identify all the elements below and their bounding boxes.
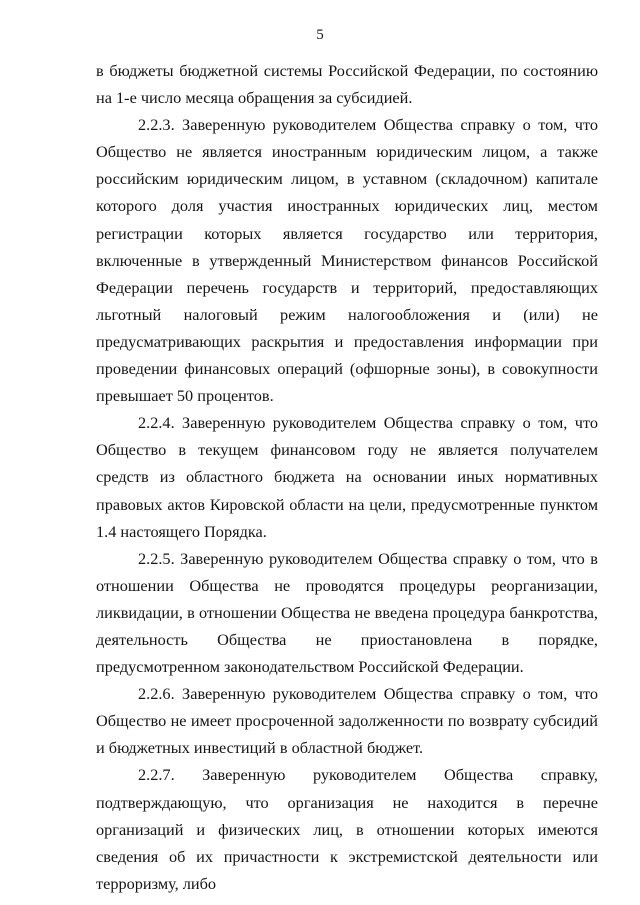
paragraph-2-2-3: 2.2.3. Заверенную руководителем Общества справку о том, что Общество не является иностранным юридическим лицом, а также российским юридическим лицом, в уставном (складочном) капитале которого доля участия иностранных юридических лиц, местом регистрации которых является государство или территория, включенные в утвержденный Министерством финансов Российской Федерации перечень государств и территорий, предоставляющих льготный налоговый режим налогообложения и (или) не предусматривающих раскрытия и предоставления информации при проведении финансовых операций (офшорные зоны), в совокупности превышает 50 процентов. (96, 115, 598, 406)
paragraph-2-2-4: 2.2.4. Заверенную руководителем Общества справку о том, что Общество в текущем финансовом году не является получателем средств из областного бюджета на основании иных нормативных правовых актов Кировской области на цели, предусмотренные пунктом 1.4 настоящего Порядка. (96, 413, 598, 541)
paragraph-2-2-7: 2.2.7. Заверенную руководителем Общества справку, подтверждающую, что организация не находится в перечне организаций и физических лиц, в отношении которых имеются сведения об их причастности к экстремистской деятельности или терроризму, либо (96, 765, 598, 893)
page-number: 5 (316, 27, 324, 43)
document-body (96, 57, 598, 897)
paragraph-2-2-6: 2.2.6. Заверенную руководителем Общества справку о том, что Общество не имеет просроченной задолженности по возврату субсидий и бюджетных инвестиций в областной бюджет. (96, 684, 598, 758)
paragraph-intro: в бюджеты бюджетной системы Российской Федерации, по состоянию на 1-е число месяца обращения за субсидией. (96, 61, 598, 108)
paragraph-2-2-5: 2.2.5. Заверенную руководителем Общества справку о том, что в отношении Общества не проводятся процедуры реорганизации, ликвидации, в отношении Общества не введена процедура банкротства, деятельность Общества не приостановлена в порядке, предусмотренном законодательством Российской Федерации. (96, 548, 598, 677)
